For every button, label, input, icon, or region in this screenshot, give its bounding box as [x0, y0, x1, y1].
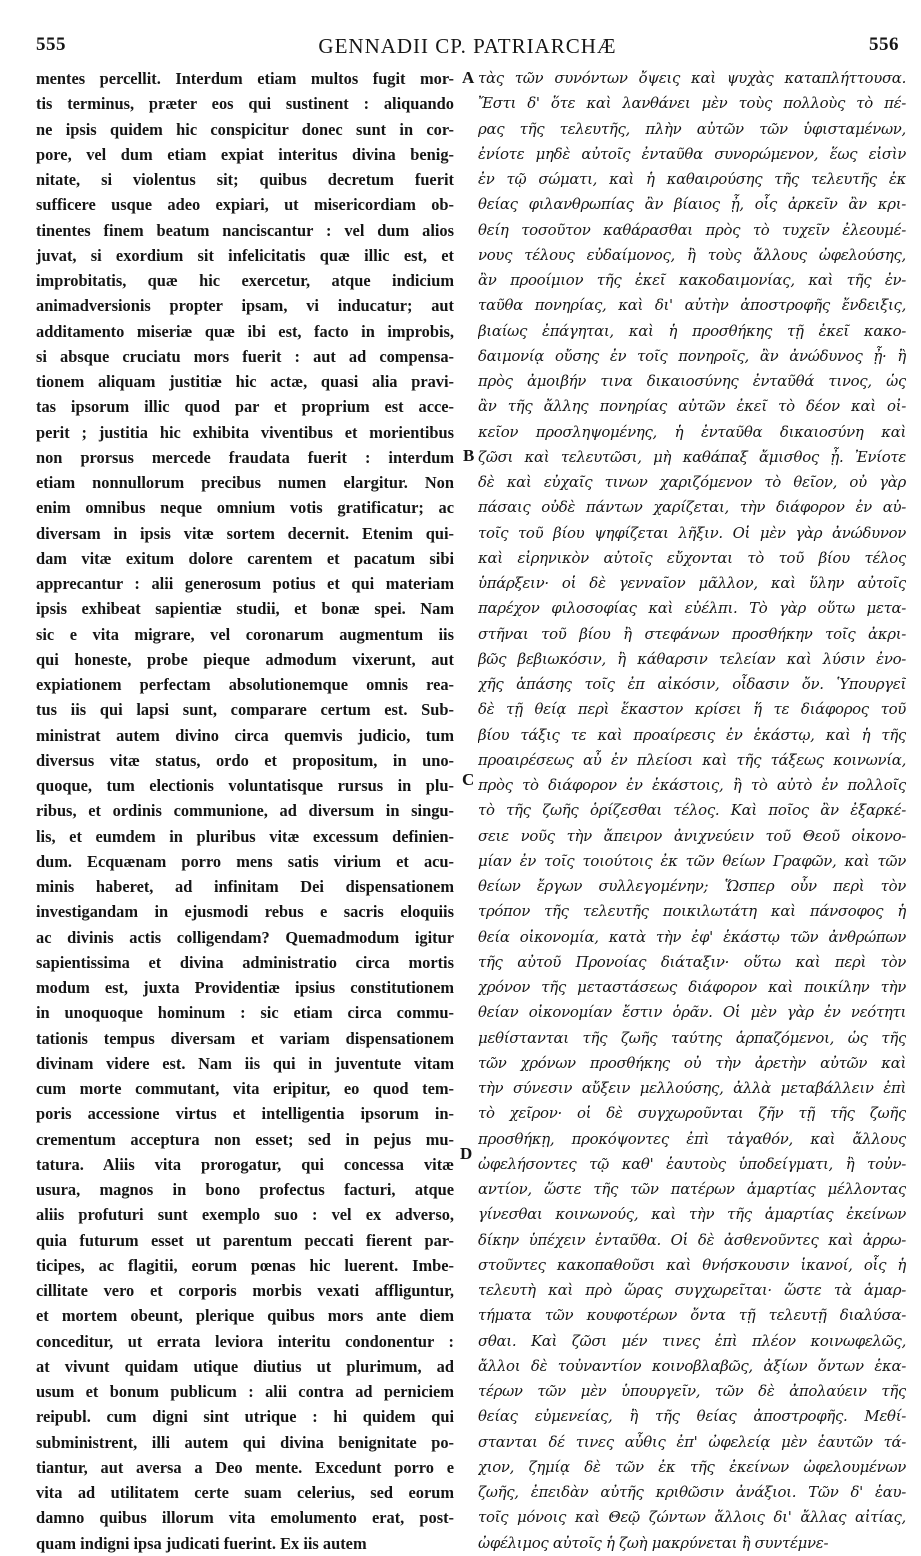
- latin-text-line: sapientissima et divina administratio circa mortis: [36, 952, 454, 972]
- margin-marker-d: D: [460, 1144, 473, 1163]
- right-page-number: 556: [869, 34, 899, 55]
- latin-text-line: divinam videre est. Nam iis qui in juventute vitam: [36, 1053, 454, 1073]
- latin-text-line: dam vitæ exitum dolore carentem et pacatum sibi: [36, 548, 454, 568]
- latin-text-line: perit ; justitia hic exhibita viventibus et morientibus: [36, 422, 454, 442]
- latin-text-line: ticipes, ac flagitii, eorum pœnas hic luerent. Imbe-: [36, 1255, 454, 1275]
- greek-text-line: θείας εὐμενείας, ἢ τῆς θείας ἀποστροφῆς. Μεθί-: [478, 1407, 906, 1426]
- latin-text-line: tus iis qui lapsi sunt, comparare certum est. Sub-: [36, 700, 454, 720]
- greek-text-line: πάσαις οὐδὲ πάντων χαρίζεται, τὴν διάφορον ἐν αὐ-: [478, 498, 906, 517]
- latin-text-line: at vivunt quidam utique diutius ut plurimum, ad: [36, 1356, 454, 1376]
- greek-text-line: δὲ τῇ θείᾳ περὶ ἕκαστον κρίσει ἥ τε διάφορος τοῦ: [478, 700, 906, 719]
- latin-text-line: reipubl. cum digni sint utrique : hi quidem qui: [36, 1407, 454, 1427]
- greek-text-line: στῆναι τοῦ βίου ἢ στεφάνων προσθήκην τοῖς ἀκρι-: [478, 624, 906, 643]
- latin-text-line: in unoquoque hominum : sic etiam circa commu-: [36, 1003, 454, 1023]
- greek-text-line: ζῶσι καὶ τελευτῶσι, μὴ καθάπαξ ἄμισθος ᾖ. Ἐνίοτε: [478, 447, 906, 466]
- latin-text-line: lis, et eumdem in pluribus vitæ excessum definien-: [36, 826, 454, 846]
- latin-text-line: apprecantur : alii generosum potius et qui materiam: [36, 574, 454, 593]
- greek-text-line: ὑπάρξειν· οἱ δὲ γενναῖον μᾶλλον, καὶ ὕλην αὐτοῖς: [478, 574, 906, 592]
- latin-text-line: qui honeste, probe pieque admodum vixerunt, aut: [36, 649, 454, 669]
- greek-text-line: παρέχον φιλοσοφίας καὶ εὐέλπι. Τὸ γὰρ οὕτω μετα-: [478, 599, 906, 618]
- greek-text-line: ἄλλοι δὲ τοὐναντίον κοινοβλαβῶς, ἀξίων ὄντων ἑκα-: [478, 1356, 906, 1375]
- greek-text-line: δὲ καὶ εὐχαῖς τινων χαριζόμενον τὸ θεῖον, οὐ γὰρ: [478, 473, 906, 491]
- greek-text-line: ἂν τῆς ἄλλης πονηρίας αὐτῶν ἐκεῖ τὸ δέον καὶ οἰ-: [478, 397, 906, 416]
- greek-text-line: ταῦθα πονηρίας, καὶ δι' αὐτὴν ἀποστροφῆς ἔνδειξις,: [478, 296, 906, 315]
- greek-text-line: θείη τοσοῦτον καθάρασθαι πρὸς τὸ τυχεῖν ἐλεουμέ-: [478, 220, 906, 239]
- latin-text-line: aliis profuturi sunt exemplo suo : vel ex adverso,: [36, 1205, 454, 1225]
- left-page-number: 555: [36, 34, 66, 55]
- latin-text-line: quia futurum esset ut parentum peccati fierent par-: [36, 1230, 454, 1250]
- latin-text-line: diversam in ipsis vitæ sortem decernit. Etenim qui-: [36, 523, 454, 543]
- greek-text-line: στανται δέ τινες αὖθις ἐπ' ὠφελείᾳ μὲν ἑαυτῶν τά-: [478, 1432, 906, 1451]
- greek-text-line: ἂν προοίμιον τῆς ἐκεῖ κακοδαιμονίας, καὶ τῆς ἐν-: [478, 271, 906, 289]
- latin-text-line: quoque, tum electionis voluntatisque rursus in plu-: [36, 776, 454, 795]
- greek-text-line: τὸ τῆς ζωῆς ὁρίζεσθαι τέλος. Καὶ ποῖος ἂν ἐξαρκέ-: [478, 801, 906, 820]
- greek-text-line: δίκην ὑπέχειν ἐνταῦθα. Οἱ δὲ ἀσθενοῦντες καὶ ἀρρω-: [478, 1230, 906, 1249]
- greek-text-line: προσθήκῃ, προκόψοντες ἐπὶ τἀγαθόν, καὶ ἄλλους: [478, 1129, 906, 1148]
- greek-text-line: γίνεσθαι κοινωνούς, καὶ τὴν τῆς ἁμαρτίας ἐκείνων: [478, 1205, 906, 1224]
- latin-text-line: non prorsus mercede fraudata fuerit : interdum: [36, 447, 454, 467]
- greek-text-line: μίαν ἐν τοῖς τοιούτοις ἐκ τῶν θείων Γραφῶν, καὶ τῶν: [478, 851, 906, 870]
- latin-text-line: pore, vel dum etiam expiat interitus divina benig-: [36, 144, 454, 164]
- latin-text-line: poris accessione virtus et intelligentia ipsorum in-: [36, 1104, 454, 1124]
- greek-text-line: χιον, ζημίᾳ δὲ τῶν ἐκ τῆς ἐκείνων ὠφελουμένων: [478, 1457, 906, 1476]
- latin-text-line: subministrent, illi autem qui divina benignitate po-: [36, 1432, 454, 1452]
- latin-text-line: minis haberet, ad infinitam Dei dispensationem: [36, 877, 454, 896]
- greek-text-line: ὠφελήσοντες τῷ καθ' ἑαυτοὺς ὑποδείγματι, ἢ τοὐν-: [478, 1154, 906, 1173]
- latin-text-line: tionem aliquam justitiæ hic actæ, quasi alia pravi-: [36, 372, 454, 391]
- greek-text-line: ζωῆς, ἐπειδὰν αὐτῆς κριθῶσιν ἀνάξιοι. Τῶν δ' ἑαυ-: [478, 1483, 906, 1501]
- latin-text-line: ipsis exhibeat sapientiæ studii, et bonæ spei. Nam: [36, 599, 454, 619]
- latin-text-line: enim omnibus neque omnium votis gratificatur; ac: [36, 498, 454, 518]
- greek-text-line: δαιμονίᾳ οὔσης ἐν τοῖς πονηροῖς, ἂν ἀνώδυνος ᾖ· ἢ: [478, 346, 906, 365]
- latin-text-line: tas ipsorum illic quod par et proprium est acce-: [36, 397, 454, 417]
- latin-text-line: vita ad utilitatem certe suam celerius, sed eorum: [36, 1483, 454, 1502]
- greek-text-column: [478, 66, 906, 1556]
- latin-text-line: si absque cruciatu mors fuerit : aut ad compensa-: [36, 346, 454, 366]
- greek-text-line: θείων ἔργων συλλεγομένην; Ὥσπερ οὖν περὶ τὸν: [478, 877, 906, 895]
- latin-text-line: ne ipsis quidem hic conspicitur donec sunt in cor-: [36, 119, 454, 139]
- greek-text-line: βίου τάξις τε καὶ προαίρεσις ἐν ἑκάστῳ, καὶ ἡ τῆς: [478, 725, 906, 744]
- greek-text-line: στοῦντες κακοπαθοῦσι καὶ θνήσκουσιν ἱκανοί, οἷς ἡ: [478, 1255, 906, 1274]
- latin-text-line: ribus, et ordinis communione, ad diversum in singu-: [36, 801, 454, 821]
- greek-text-line: τῶν χρόνων προσθήκης οὐ τὴν ἀρετὴν αὐτῶν καὶ: [478, 1053, 906, 1072]
- latin-text-line: expiationem perfectam absolutionemque omnis rea-: [36, 675, 454, 694]
- latin-text-line: ac divinis actis colligendam? Quemadmodum igitur: [36, 927, 454, 947]
- greek-text-line: τῆς αὐτοῦ Προνοίας διάταξιν· οὕτω καὶ περὶ τὸν: [478, 952, 906, 971]
- greek-text-line: ἐν τῷ σώματι, καὶ ἡ καθαιρούσης τῆς τελευτῆς ἐκ: [478, 170, 906, 188]
- latin-text-line: mentes percellit. Interdum etiam multos fugit mor-: [36, 69, 454, 88]
- greek-text-line: ρας τῆς τελευτῆς, πλὴν αὐτῶν τῶν ὑφισταμένων,: [478, 119, 906, 138]
- latin-text-line: et mortem obeunt, plerique quibus mors ante diem: [36, 1306, 454, 1326]
- running-title: GENNADII CP. PATRIARCHÆ: [318, 34, 617, 58]
- latin-text-line: improbitatis, quæ hic exercetur, atque indicium: [36, 271, 454, 290]
- greek-text-line: τήματα τῶν κουφοτέρων ὄντα τῇ τελευτῇ διαλύσα-: [478, 1306, 906, 1325]
- latin-text-line: cillitate vero et corporis morbis vexati affliguntur,: [36, 1281, 454, 1300]
- greek-text-line: βιαίως ἐπάγηται, καὶ ἡ προσθήκης τῇ ἐκεῖ κακο-: [478, 321, 906, 340]
- greek-text-line: τοῖς μόνοις καὶ Θεῷ ζώντων ἄλλοις δι' ἄλλας αἰτίας,: [478, 1508, 906, 1527]
- latin-text-line: additamento miseriæ quæ ibi est, facto in improbis,: [36, 321, 454, 341]
- greek-text-line: πρὸς ἀμοιβήν τινα δικαιοσύνης ἐνταῦθά τινος, ὡς: [478, 372, 906, 390]
- greek-text-line: πρὸς τὸ διάφορον ἐν ἑκάστοις, ἢ τὸ αὐτὸ ἐν πολλοῖς: [478, 776, 906, 794]
- greek-text-line: μεθίστανται τῆς ζωῆς ταύτης ἁρπαζόμενοι, ὡς τῆς: [478, 1028, 906, 1047]
- latin-text-line: quam indigni ipsa judicati fuerint. Ex iis autem: [36, 1533, 367, 1553]
- latin-text-line: tiantur, aut aversa a Deo mente. Excedunt porro e: [36, 1457, 454, 1477]
- latin-text-line: tationis tempus diversam et variam dispensationem: [36, 1028, 454, 1048]
- latin-text-line: tis terminus, præter eos qui sustinent : aliquando: [36, 94, 454, 114]
- greek-text-line: τελευτὴ καὶ πρὸ ὥρας συγχωρεῖται· ὥστε τὰ ἁμαρ-: [478, 1281, 906, 1299]
- latin-text-line: animadversionis propter ipsam, vi inducatur; aut: [36, 296, 454, 316]
- greek-text-line: αντίον, ὥστε τῆς τῶν πατέρων ἁμαρτίας μέλλοντας: [478, 1180, 906, 1198]
- latin-text-line: nitate, si violentus sit; quibus decretum fuerit: [36, 170, 454, 189]
- greek-text-line: κεῖον προσληψομένης, ἡ ἐνταῦθα δικαιοσύνη καὶ: [478, 422, 906, 441]
- page-header: [36, 34, 899, 62]
- latin-text-line: investigandam in ejusmodi rebus e sacris eloquiis: [36, 902, 454, 922]
- greek-text-line: προαιρέσεως αὖ ἐν πλείοσι καὶ τῆς τάξεως κοινωνία,: [478, 750, 906, 769]
- latin-text-line: diversus vitæ status, ordo et propositum, in uno-: [36, 750, 454, 770]
- latin-text-column: [36, 66, 454, 1556]
- latin-text-line: damno quibus illorum vita emolumento erat, post-: [36, 1508, 454, 1528]
- greek-text-line: Ἔστι δ' ὅτε καὶ λανθάνει μὲν τοὺς πολλοὺς τὸ πέ-: [478, 94, 906, 113]
- greek-text-line: τὴν σύνεσιν αὔξειν μελλούσης, ἀλλὰ μεταβάλλειν ἐπὶ: [478, 1079, 906, 1097]
- greek-text-line: τρόπον τῆς τελευτῆς ποικιλωτάτη καὶ πάνσοφος ἡ: [478, 902, 906, 921]
- greek-text-line: νους τέλους εὐδαίμονος, ἢ τοὺς ἄλλους ὠφελούσης,: [478, 245, 906, 264]
- latin-text-line: juvat, si exordium sit infelicitatis quæ illic est, et: [36, 245, 454, 265]
- greek-text-line: καὶ εἰρηνικὸν αὐτοῖς εὔχονται τὸ τοῦ βίου τέλος: [478, 548, 906, 567]
- greek-text-line: βῶς βεβιωκόσιν, ἢ κάθαρσιν τελείαν καὶ λύσιν ἐνο-: [478, 649, 906, 668]
- greek-text-line: θείας φιλανθρωπίας ἂν βίαιος ᾖ, οἷς ἀρκεῖν ἂν κρι-: [478, 195, 906, 214]
- greek-text-line: τὰς τῶν συνόντων ὄψεις καὶ ψυχὰς καταπλήττουσα.: [478, 69, 906, 87]
- latin-text-line: crementum acceptura non esset; sed in pejus mu-: [36, 1129, 454, 1149]
- latin-text-line: modum est, juxta Providentiæ ipsius constitutionem: [36, 978, 454, 997]
- margin-marker-b: B: [463, 446, 475, 465]
- greek-text-line: θείαν οἰκονομίαν ἔστιν ὁρᾶν. Οἱ μὲν γὰρ ἐν νεότητι: [478, 1003, 906, 1022]
- latin-text-line: conceditur, ut errata leviora interitu condonentur :: [36, 1331, 454, 1351]
- greek-text-line: ὠφέλιμος αὐτοῖς ἡ ζωὴ μακρύνεται ἢ συντέμνε-: [478, 1533, 829, 1552]
- greek-text-line: τὸ χεῖρον· οἱ δὲ συγχωροῦνται ζῆν τῇ τῆς ζωῆς: [478, 1104, 906, 1123]
- latin-text-line: cum morte commutant, vita eripitur, eo quod tem-: [36, 1079, 454, 1098]
- greek-text-line: χῆς ἁπάσης τοῖς ἐπ αἰκόσιν, οἶδασιν ὄν. Ὑπουργεῖ: [478, 675, 906, 693]
- latin-text-line: usura, magnos in bono profectus facturi, atque: [36, 1180, 454, 1199]
- latin-text-line: sic e vita migrare, vel coronarum augmentum iis: [36, 624, 454, 644]
- greek-text-line: χρόνον τῆς μεταστάσεως διάφορον καὶ ποικίλην τὴν: [478, 978, 906, 996]
- latin-text-line: tinentes finem beatum nanciscantur : vel dum alios: [36, 220, 454, 240]
- margin-marker-a: A: [462, 68, 475, 87]
- latin-text-line: dum. Ecquænam porro mens satis virium et acu-: [36, 851, 454, 871]
- greek-text-line: σειε νοῦς τὴν ἄπειρον ἀνιχνεύειν τοῦ Θεοῦ οἰκονο-: [478, 826, 906, 845]
- greek-text-line: θεία οἰκονομία, κατὰ τὴν ἐφ' ἑκάστῳ τῶν ἀνθρώπων: [478, 927, 906, 946]
- latin-text-line: etiam nonnullorum precibus numen elargitur. Non: [36, 473, 454, 492]
- margin-marker-c: C: [462, 770, 475, 789]
- latin-text-line: sufficere usque adeo expiari, ut misericordiam ob-: [36, 195, 454, 215]
- greek-text-line: τοῖς τοῦ βίου ψηφίζεται λῆξιν. Οἱ μὲν γὰρ ἀνώδυνον: [478, 523, 906, 542]
- greek-text-line: τέρων τῶν μὲν ὑπουργεῖν, τῶν δὲ ἀπολαύειν τῆς: [478, 1382, 906, 1400]
- greek-text-line: ἐνίοτε μηδὲ αὐτοῖς ἐνταῦθα συνορώμενον, ἕως εἰσὶν: [478, 144, 906, 163]
- latin-text-line: usum et bonum publicum : alii contra ad perniciem: [36, 1382, 454, 1401]
- latin-text-line: ministrat autem divino circa quemvis judicio, tum: [36, 725, 454, 745]
- greek-text-line: σθαι. Καὶ ζῶσι μέν τινες ἐπὶ πλέον κοινωφελῶς,: [478, 1331, 906, 1350]
- latin-text-line: tatura. Aliis vita prorogatur, qui concessa vitæ: [36, 1154, 454, 1174]
